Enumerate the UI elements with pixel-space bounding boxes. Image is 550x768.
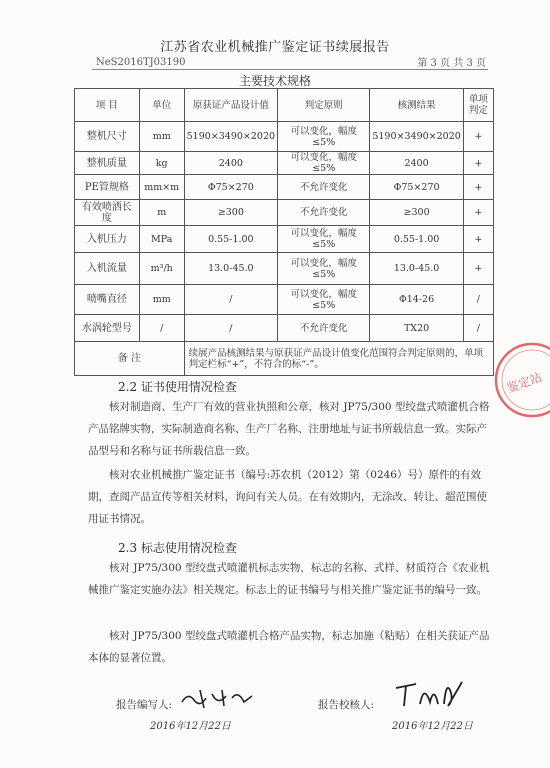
checker-date: 2016年12月22日: [392, 721, 473, 732]
cell-item: 入机流量: [75, 253, 140, 285]
paragraph: 核对 JP75/300 型绞盘式喷灌机合格产品实物，标志加施（粘贴）在相关获证产品本体的显著位置。: [88, 630, 490, 664]
cell-verdict: /: [463, 285, 493, 315]
official-stamp: [492, 340, 550, 420]
writer-date: 2016年12月22日: [150, 721, 231, 732]
cell-unit: mm: [139, 285, 184, 315]
report-title: 江苏省农业机械推广鉴定证书续展报告: [160, 40, 390, 55]
table-row: [75, 226, 494, 253]
cell-result: 13.0-45.0: [370, 253, 463, 285]
note-text: 续展产品核测结果与原获证产品设计值变化范围符合判定原则的，单项判定栏标“+”，不符合的标“-”。: [184, 342, 493, 376]
note-label: 备 注: [75, 342, 185, 376]
table-row: [75, 285, 494, 315]
cell-item: 喷嘴直径: [75, 285, 140, 315]
header-unit: 单位: [139, 89, 184, 122]
cell-unit: m³/h: [139, 253, 184, 285]
cell-design: 13.0-45.0: [184, 253, 277, 285]
cell-unit: m: [139, 200, 184, 226]
paragraph: 核对农业机械推广鉴定证书（编号:苏农机（2012）第（0246）号）原件的有效期，查阅产品宣传等相关材料，询问有关人员。在有效期内，无涂改、转让、超范围使用证书情况。: [88, 469, 487, 525]
cell-item: PE管规格: [75, 175, 140, 200]
header-verdict: 单项判定: [463, 89, 493, 122]
cell-unit: MPa: [139, 226, 184, 253]
paragraph: 核对制造商、生产厂有效的营业执照和公章，核对 JP75/300 型绞盘式喷灌机合格产品铭牌实物，实际制造商名称、生产厂名称、注册地址与证书所载信息一致。实际产品型号和名称与证书所载信息一致。: [88, 401, 490, 457]
cell-item: 入机压力: [75, 226, 140, 253]
cell-design: 2400: [184, 152, 277, 175]
cell-principle: 不允许变化: [278, 200, 370, 226]
cell-result: Φ14-26: [370, 285, 463, 315]
table-row: [75, 122, 494, 152]
table-header-row: [75, 89, 494, 122]
header-principle: 判定原则: [278, 89, 370, 122]
cell-result: 2400: [370, 152, 463, 175]
cell-item: 整机质量: [75, 152, 140, 175]
cell-design: /: [184, 315, 277, 342]
table-row: [75, 315, 494, 342]
cell-unit: kg: [139, 152, 184, 175]
cell-design: 0.55-1.00: [184, 226, 277, 253]
table-row: [75, 152, 494, 175]
cell-design: ≥300: [184, 200, 277, 226]
cell-principle: 可以变化，幅度≤5%: [278, 253, 370, 285]
cell-verdict: +: [463, 200, 493, 226]
table-note-row: [75, 342, 494, 376]
svg-text:鉴定站: 鉴定站: [505, 369, 544, 396]
table-row: [75, 253, 494, 285]
cell-design: /: [184, 285, 277, 315]
table-row: [75, 200, 494, 226]
checker-label: 报告校核人:: [318, 699, 375, 711]
cell-verdict: +: [463, 152, 493, 175]
cell-principle: 可以变化，幅度≤5%: [278, 226, 370, 253]
report-number: NeS2016TJ03190: [96, 57, 186, 68]
cell-principle: 可以变化，幅度≤5%: [278, 152, 370, 175]
header-item: 项 目: [75, 89, 140, 122]
cell-principle: 不允许变化: [278, 175, 370, 200]
paragraph: 核对 JP75/300 型绞盘式喷灌机标志实物，标志的名称、式样、材质符合《农业机械推广鉴定实施办法》相关规定。标志上的证书编号与相关推广鉴定证书的编号一致。: [88, 562, 490, 596]
cell-principle: 不允许变化: [278, 315, 370, 342]
cell-item: 整机尺寸: [75, 122, 140, 152]
spec-table: [74, 88, 494, 376]
cell-principle: 可以变化，幅度≤5%: [278, 122, 370, 152]
table-title: 主要技术规格: [238, 74, 311, 88]
page-indicator: 第 3 页 共 3 页: [417, 58, 486, 69]
cell-result: ≥300: [370, 200, 463, 226]
cell-unit: /: [139, 315, 184, 342]
cell-result: Φ75×270: [370, 175, 463, 200]
header-result: 核测结果: [370, 89, 463, 122]
cell-verdict: +: [463, 253, 493, 285]
section-heading-2-3: 2.3 标志使用情况检查: [118, 541, 237, 555]
writer-signature: [178, 684, 258, 712]
cell-verdict: +: [463, 175, 493, 200]
table-row: [75, 175, 494, 200]
cell-principle: 可以变化，幅度≤5%: [278, 285, 370, 315]
cell-verdict: +: [463, 122, 493, 152]
cell-design: Φ75×270: [184, 175, 277, 200]
cell-verdict: +: [463, 226, 493, 253]
cell-result: 5190×3490×2020: [370, 122, 463, 152]
header-divider: [92, 69, 488, 70]
cell-result: TX20: [370, 315, 463, 342]
cell-unit: mm×m: [139, 175, 184, 200]
header-design: 原获证产品设计值: [184, 89, 277, 122]
checker-signature: [390, 676, 470, 712]
section-heading-2-2: 2.2 证书使用情况检查: [118, 380, 237, 394]
writer-label: 报告编写人:: [116, 699, 173, 711]
cell-unit: mm: [139, 122, 184, 152]
cell-result: 0.55-1.00: [370, 226, 463, 253]
cell-item: 有效喷洒长度: [75, 200, 140, 226]
cell-design: 5190×3490×2020: [184, 122, 277, 152]
cell-verdict: /: [463, 315, 493, 342]
cell-item: 水涡轮型号: [75, 315, 140, 342]
